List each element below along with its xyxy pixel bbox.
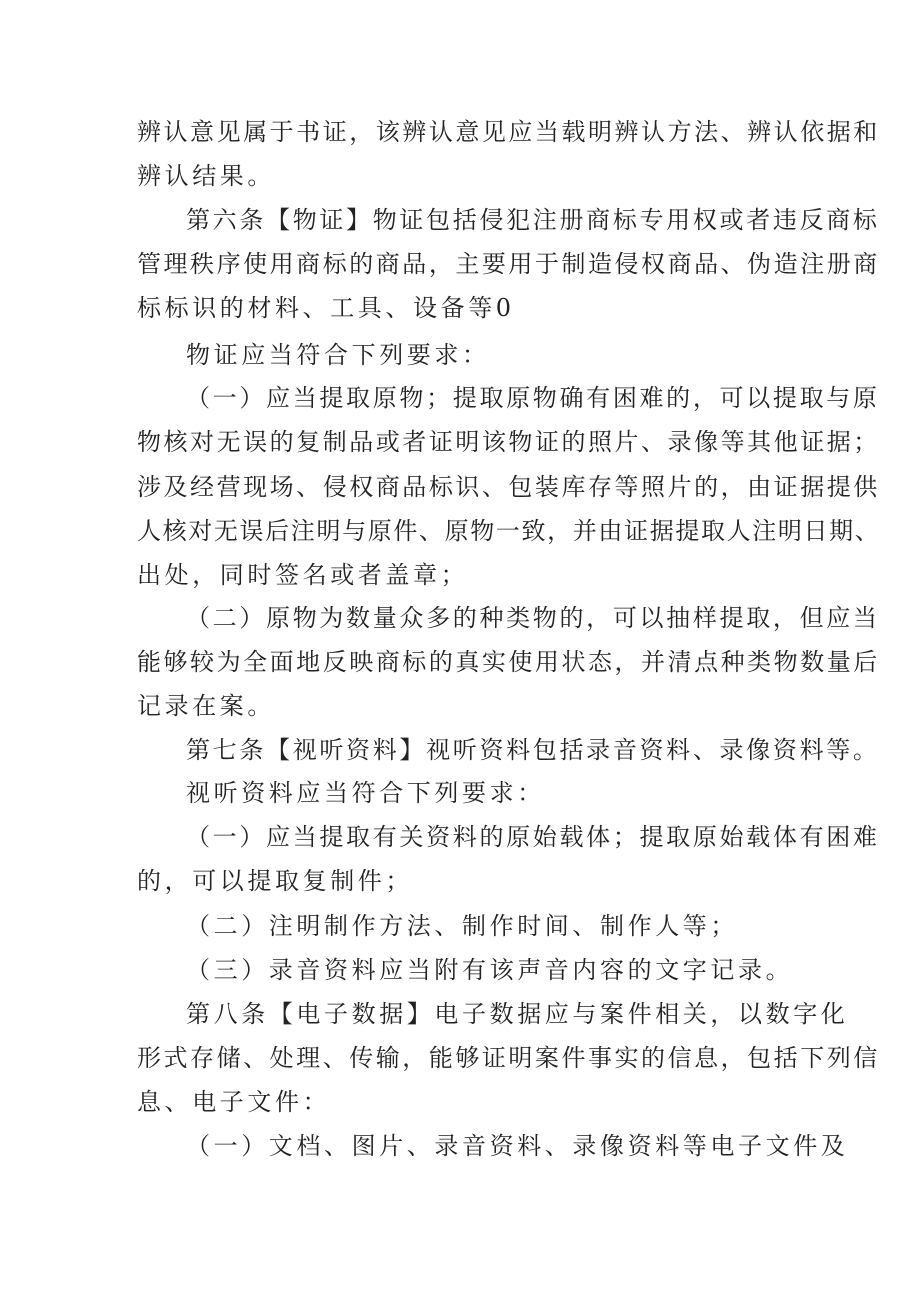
text-line: 能够较为全面地反映商标的真实使用状态，并清点种类物数量后 bbox=[137, 648, 880, 676]
list-item: （一）文档、图片、录音资料、录像资料等电子文件及 bbox=[186, 1132, 849, 1160]
list-item: （三）录音资料应当附有该声音内容的文字记录。 bbox=[186, 956, 794, 984]
text-line: 息、电子文件： bbox=[137, 1088, 331, 1116]
list-item: （一）应当提取原物；提取原物确有困难的，可以提取与原 bbox=[186, 384, 880, 412]
article-8-heading: 第八条【电子数据】电子数据应与案件相关，以数字化 bbox=[186, 1000, 849, 1028]
list-item: （一）应当提取有关资料的原始载体；提取原始载体有困难 bbox=[186, 823, 880, 851]
list-item: （二）原物为数量众多的种类物的，可以抽样提取，但应当 bbox=[186, 604, 880, 632]
text-line: 标标识的材料、工具、设备等0 bbox=[137, 294, 515, 322]
text-line: 记录在案。 bbox=[137, 692, 275, 720]
text-line: 视听资料应当符合下列要求： bbox=[186, 779, 545, 807]
text-line: 人核对无误后注明与原件、原物一致，并由证据提取人注明日期、 bbox=[137, 517, 881, 545]
article-7-heading: 第七条【视听资料】视听资料包括录音资料、录像资料等。 bbox=[186, 736, 880, 764]
article-6-heading: 第六条【物证】物证包括侵犯注册商标专用权或者违反商标 bbox=[186, 206, 880, 234]
text-line: 辨认结果。 bbox=[137, 162, 275, 190]
text-line: 涉及经营现场、侵权商品标识、包装库存等照片的，由证据提供 bbox=[137, 473, 880, 501]
text-line: 出处，同时签名或者盖章； bbox=[137, 561, 469, 589]
text-line: 形式存储、处理、传输，能够证明案件事实的信息，包括下列信 bbox=[137, 1044, 880, 1072]
text-line: 辨认意见属于书证，该辨认意见应当载明辨认方法、辨认依据和 bbox=[137, 118, 880, 146]
list-item: （二）注明制作方法、制作时间、制作人等； bbox=[186, 912, 738, 940]
text-line: 管理秩序使用商标的商品，主要用于制造侵权商品、伪造注册商 bbox=[137, 250, 880, 278]
text-line: 物核对无误的复制品或者证明该物证的照片、录像等其他证据； bbox=[137, 428, 880, 456]
text-line: 的，可以提取复制件； bbox=[137, 867, 413, 895]
text-line: 物证应当符合下列要求： bbox=[186, 341, 490, 369]
